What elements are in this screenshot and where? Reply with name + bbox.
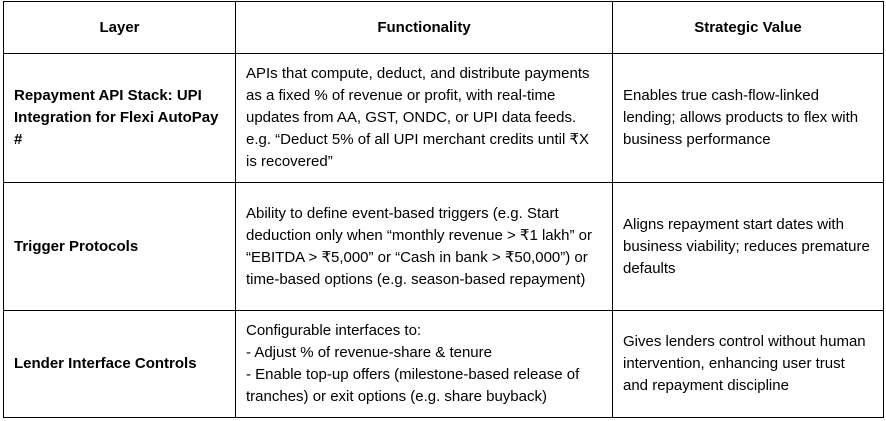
header-strategic-value: Strategic Value xyxy=(613,2,884,54)
table-row xyxy=(4,311,884,418)
strategic-value-cell: Enables true cash-flow-linked lending; allows products to flex with business performance xyxy=(613,54,884,183)
strategic-value-cell: Aligns repayment start dates with business viability; reduces premature defaults xyxy=(613,183,884,311)
layer-cell: Trigger Protocols xyxy=(4,183,236,311)
header-layer: Layer xyxy=(4,2,236,54)
layer-cell: Lender Interface Controls xyxy=(4,311,236,418)
table-header-row xyxy=(4,2,884,54)
header-functionality: Functionality xyxy=(236,2,613,54)
functionality-cell: Configurable interfaces to: - Adjust % of revenue-share & tenure - Enable top-up offers (milestone-based release of tranches) or exit options (e.g. share buyback) xyxy=(236,311,613,418)
functionality-cell: Ability to define event-based triggers (e.g. Start deduction only when “monthly revenue > ₹1 lakh” or “EBITDA > ₹5,000” or “Cash in bank > ₹50,000”) or time-based options (e.g. season-based repayment) xyxy=(236,183,613,311)
layer-cell: Repayment API Stack: UPI Integration for Flexi AutoPay # xyxy=(4,54,236,183)
repayment-layers-table xyxy=(3,1,884,418)
table-row xyxy=(4,183,884,311)
strategic-value-cell: Gives lenders control without human intervention, enhancing user trust and repayment discipline xyxy=(613,311,884,418)
functionality-cell: APIs that compute, deduct, and distribute payments as a fixed % of revenue or profit, with real-time updates from AA, GST, ONDC, or UPI data feeds. e.g. “Deduct 5% of all UPI merchant credits until ₹X is recovered” xyxy=(236,54,613,183)
table-row xyxy=(4,54,884,183)
